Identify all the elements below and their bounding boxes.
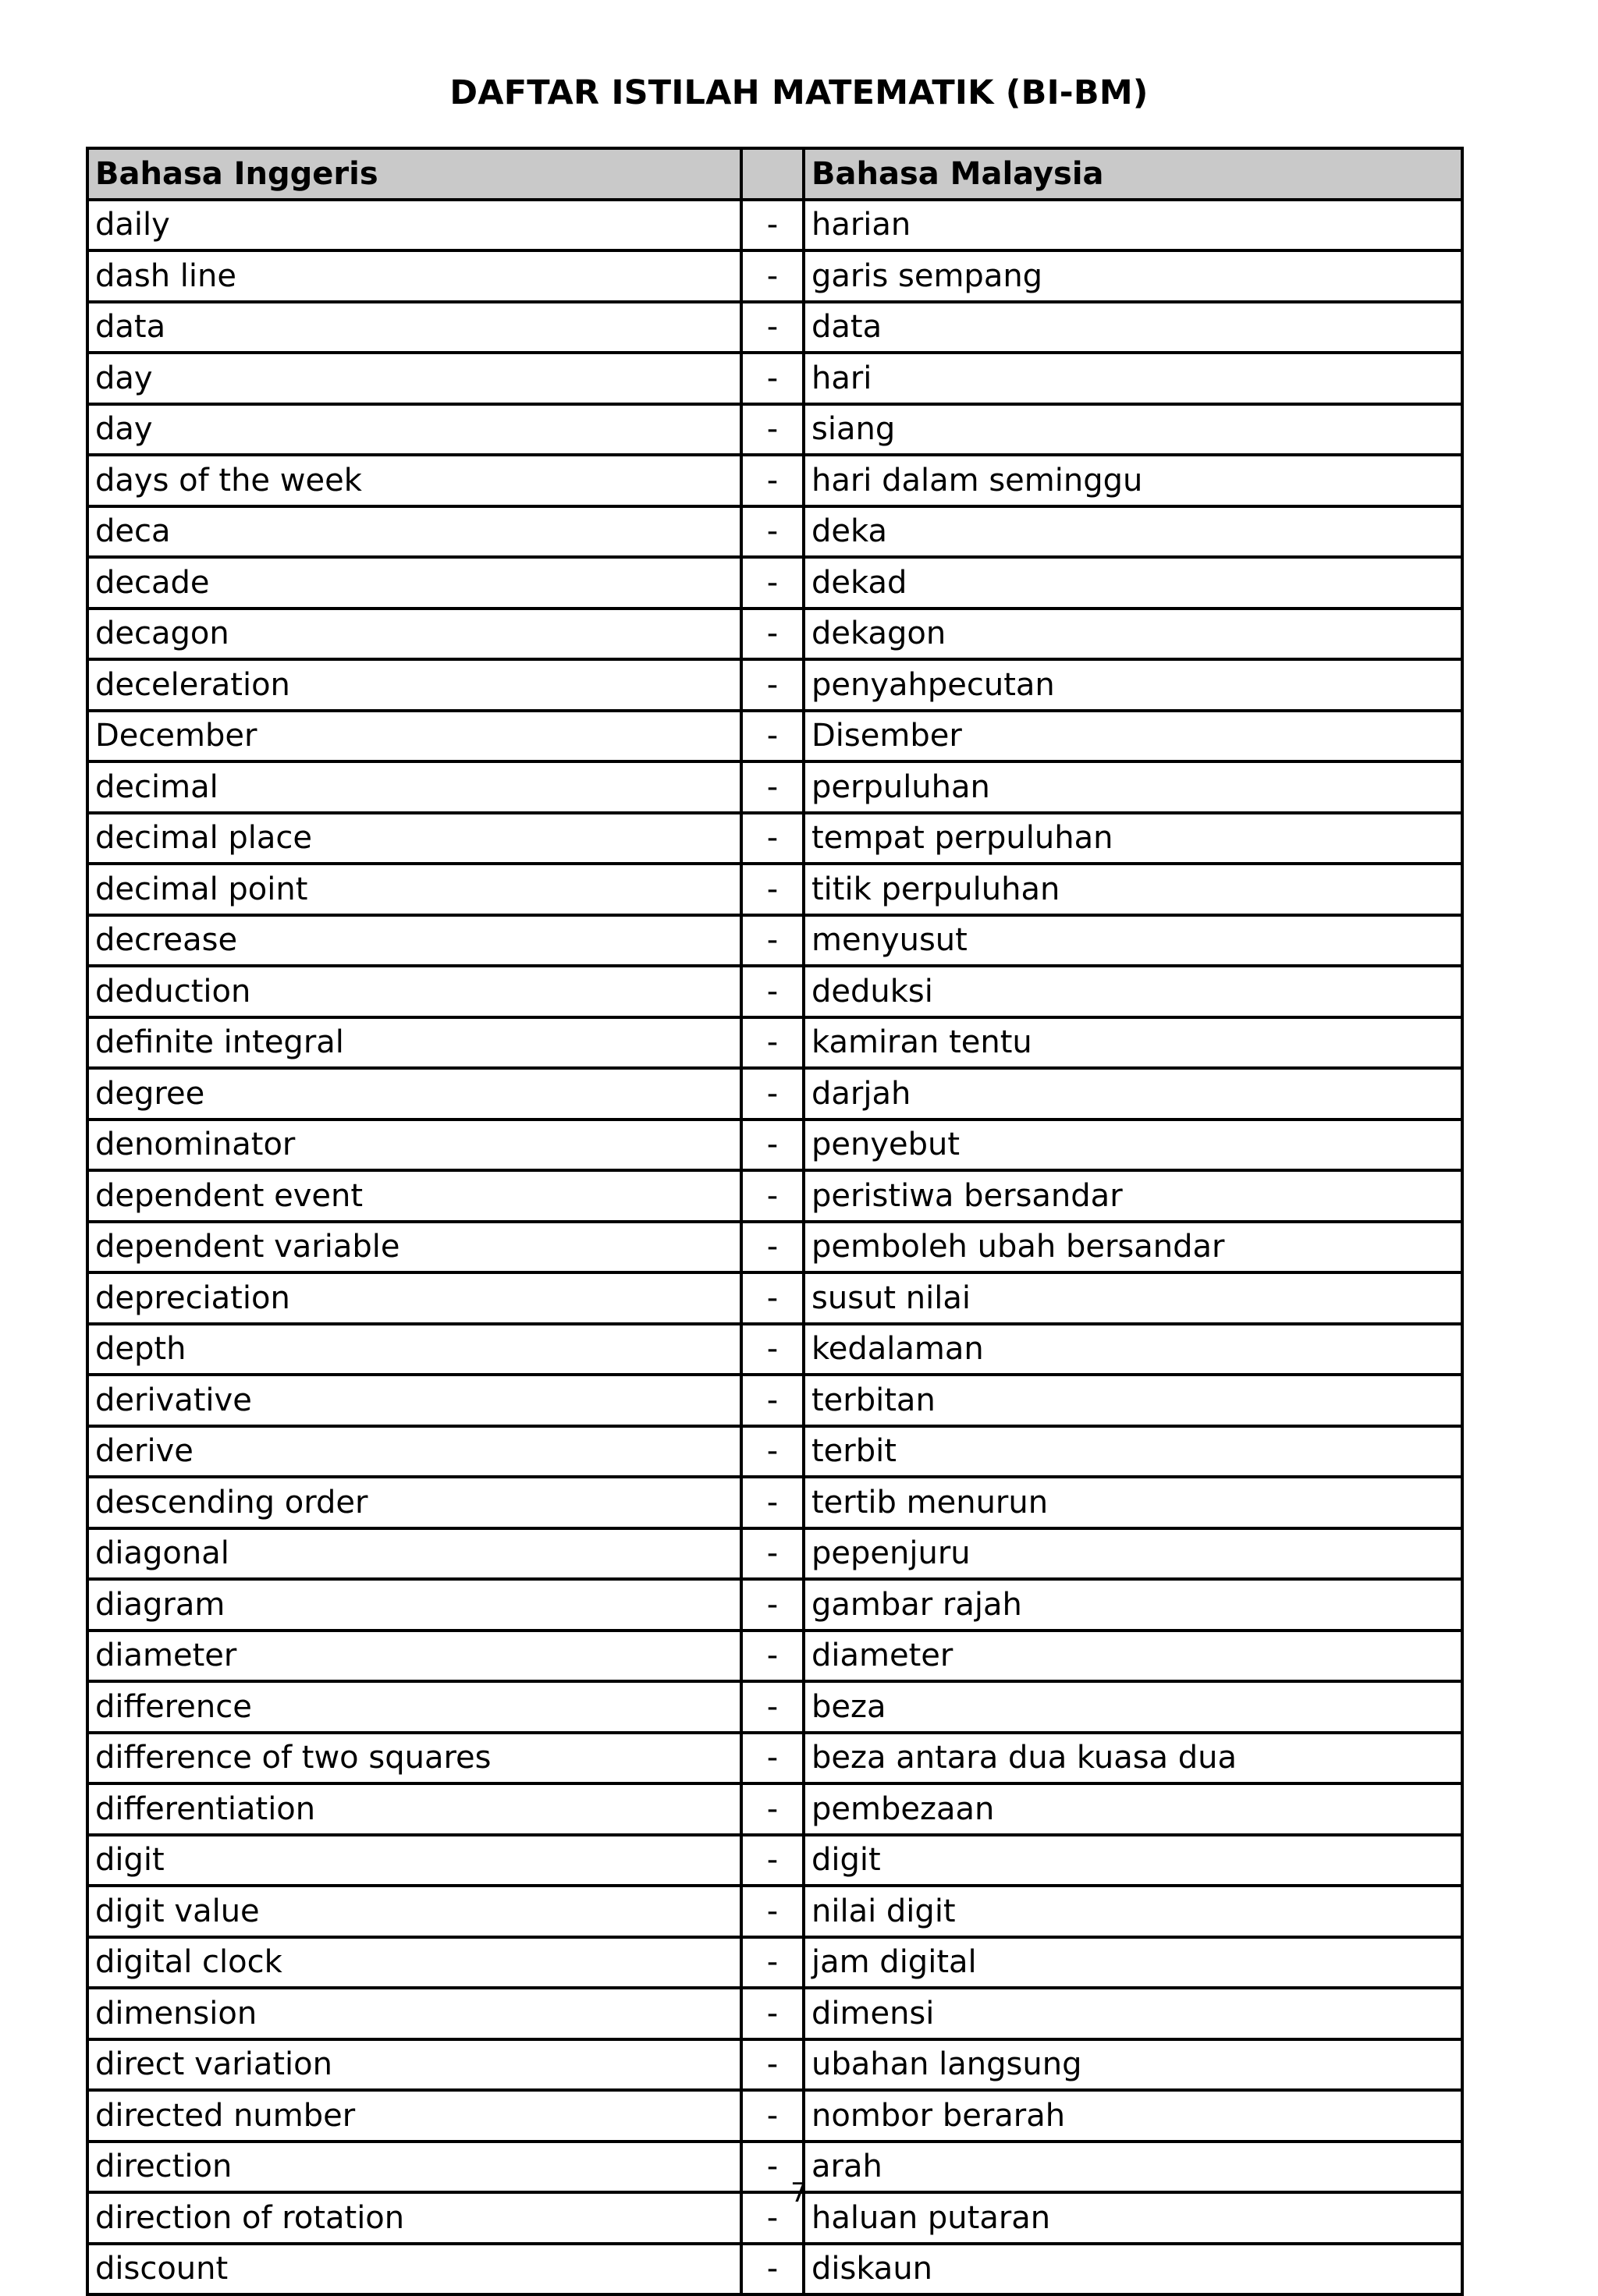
english-term: differentiation [87, 1783, 741, 1835]
malay-term: digit [804, 1835, 1462, 1886]
malay-term: diameter [804, 1631, 1462, 1682]
english-term: digital clock [87, 1937, 741, 1989]
table-row [87, 1272, 1462, 1324]
term-separator: - [741, 1579, 804, 1631]
english-term: decade [87, 557, 741, 609]
column-header-malay: Bahasa Malaysia [804, 148, 1462, 200]
term-separator: - [741, 1733, 804, 1784]
english-term: direction [87, 2142, 741, 2193]
term-separator: - [741, 711, 804, 762]
malay-term: menyusut [804, 915, 1462, 967]
table-row [87, 1120, 1462, 1171]
table-row [87, 1988, 1462, 2039]
english-term: difference of two squares [87, 1733, 741, 1784]
malay-term: jam digital [804, 1937, 1462, 1989]
table-row [87, 404, 1462, 456]
malay-term: terbitan [804, 1375, 1462, 1426]
english-term: derive [87, 1426, 741, 1478]
english-term: diagram [87, 1579, 741, 1631]
english-term: decagon [87, 609, 741, 660]
malay-term: diskaun [804, 2244, 1462, 2295]
term-separator: - [741, 1170, 804, 1222]
english-term: descending order [87, 1477, 741, 1528]
english-term: decimal [87, 761, 741, 813]
malay-term: arah [804, 2142, 1462, 2193]
english-term: dependent event [87, 1170, 741, 1222]
table-row [87, 1835, 1462, 1886]
term-separator: - [741, 1222, 804, 1273]
table-row [87, 609, 1462, 660]
english-term: days of the week [87, 455, 741, 506]
page-title: DAFTAR ISTILAH MATEMATIK (BI-BM) [449, 73, 1149, 112]
table-row [87, 1068, 1462, 1120]
english-term: derivative [87, 1375, 741, 1426]
malay-term: Disember [804, 711, 1462, 762]
english-term: decimal place [87, 813, 741, 864]
term-separator: - [741, 915, 804, 967]
malay-term: nombor berarah [804, 2090, 1462, 2142]
term-separator: - [741, 1681, 804, 1733]
term-separator: - [741, 659, 804, 711]
malay-term: ubahan langsung [804, 2039, 1462, 2091]
english-term: directed number [87, 2090, 741, 2142]
malay-term: titik perpuluhan [804, 864, 1462, 915]
english-term: dimension [87, 1988, 741, 2039]
table-row [87, 1017, 1462, 1069]
english-term: difference [87, 1681, 741, 1733]
english-term: day [87, 353, 741, 404]
table-row [87, 2244, 1462, 2295]
term-separator: - [741, 1835, 804, 1886]
malay-term: deka [804, 506, 1462, 558]
english-term: digit value [87, 1886, 741, 1937]
malay-term: beza antara dua kuasa dua [804, 1733, 1462, 1784]
english-term: diameter [87, 1631, 741, 1682]
malay-term: pembezaan [804, 1783, 1462, 1835]
english-term: decimal point [87, 864, 741, 915]
english-term: degree [87, 1068, 741, 1120]
english-term: definite integral [87, 1017, 741, 1069]
english-term: direction of rotation [87, 2192, 741, 2244]
malay-term: dekad [804, 557, 1462, 609]
term-separator: - [741, 609, 804, 660]
term-separator: - [741, 1120, 804, 1171]
malay-term: data [804, 302, 1462, 353]
malay-term: tempat perpuluhan [804, 813, 1462, 864]
term-separator: - [741, 353, 804, 404]
english-term: data [87, 302, 741, 353]
term-separator: - [741, 1988, 804, 2039]
term-separator: - [741, 864, 804, 915]
term-separator: - [741, 966, 804, 1017]
term-separator: - [741, 1426, 804, 1478]
table-row [87, 1375, 1462, 1426]
malay-term: hari dalam seminggu [804, 455, 1462, 506]
term-separator: - [741, 1272, 804, 1324]
term-separator: - [741, 1886, 804, 1937]
malay-term: penyebut [804, 1120, 1462, 1171]
term-separator: - [741, 506, 804, 558]
malay-term: tertib menurun [804, 1477, 1462, 1528]
english-term: diagonal [87, 1528, 741, 1580]
english-term: denominator [87, 1120, 741, 1171]
table-row [87, 1733, 1462, 1784]
glossary-body [87, 200, 1462, 2295]
english-term: dependent variable [87, 1222, 741, 1273]
glossary-table [86, 147, 1464, 2296]
table-row [87, 813, 1462, 864]
table-row [87, 353, 1462, 404]
table-row [87, 455, 1462, 506]
term-separator: - [741, 455, 804, 506]
malay-term: susut nilai [804, 1272, 1462, 1324]
term-separator: - [741, 1937, 804, 1989]
table-row [87, 1937, 1462, 1989]
table-row [87, 1324, 1462, 1375]
english-term: decrease [87, 915, 741, 967]
english-term: digit [87, 1835, 741, 1886]
english-term: deceleration [87, 659, 741, 711]
table-row [87, 557, 1462, 609]
table-row [87, 1426, 1462, 1478]
table-row [87, 711, 1462, 762]
table-row [87, 1783, 1462, 1835]
malay-term: hari [804, 353, 1462, 404]
table-row [87, 2090, 1462, 2142]
term-separator: - [741, 2142, 804, 2193]
term-separator: - [741, 302, 804, 353]
table-row [87, 2039, 1462, 2091]
table-row [87, 864, 1462, 915]
table-row [87, 1579, 1462, 1631]
term-separator: - [741, 2192, 804, 2244]
term-separator: - [741, 813, 804, 864]
malay-term: dimensi [804, 1988, 1462, 2039]
malay-term: pepenjuru [804, 1528, 1462, 1580]
malay-term: darjah [804, 1068, 1462, 1120]
english-term: day [87, 404, 741, 456]
column-header-english: Bahasa Inggeris [87, 148, 741, 200]
table-row [87, 659, 1462, 711]
term-separator: - [741, 1631, 804, 1682]
table-row [87, 1528, 1462, 1580]
table-row [87, 1222, 1462, 1273]
table-header-row [87, 148, 1462, 200]
english-term: direct variation [87, 2039, 741, 2091]
table-row [87, 506, 1462, 558]
malay-term: haluan putaran [804, 2192, 1462, 2244]
malay-term: gambar rajah [804, 1579, 1462, 1631]
term-separator: - [741, 1783, 804, 1835]
term-separator: - [741, 2244, 804, 2295]
english-term: discount [87, 2244, 741, 2295]
column-header-separator [741, 148, 804, 200]
english-term: deca [87, 506, 741, 558]
term-separator: - [741, 1324, 804, 1375]
malay-term: siang [804, 404, 1462, 456]
term-separator: - [741, 1528, 804, 1580]
table-row [87, 1477, 1462, 1528]
term-separator: - [741, 200, 804, 251]
malay-term: peristiwa bersandar [804, 1170, 1462, 1222]
term-separator: - [741, 1068, 804, 1120]
malay-term: perpuluhan [804, 761, 1462, 813]
table-row [87, 966, 1462, 1017]
term-separator: - [741, 2039, 804, 2091]
term-separator: - [741, 557, 804, 609]
table-row [87, 1886, 1462, 1937]
table-row [87, 1170, 1462, 1222]
table-row [87, 200, 1462, 251]
english-term: daily [87, 200, 741, 251]
table-row [87, 1681, 1462, 1733]
table-row [87, 302, 1462, 353]
malay-term: kamiran tentu [804, 1017, 1462, 1069]
term-separator: - [741, 1017, 804, 1069]
malay-term: kedalaman [804, 1324, 1462, 1375]
malay-term: deduksi [804, 966, 1462, 1017]
term-separator: - [741, 2090, 804, 2142]
term-separator: - [741, 404, 804, 456]
malay-term: harian [804, 200, 1462, 251]
english-term: depth [87, 1324, 741, 1375]
table-row [87, 761, 1462, 813]
english-term: dash line [87, 250, 741, 302]
malay-term: dekagon [804, 609, 1462, 660]
malay-term: garis sempang [804, 250, 1462, 302]
table-row [87, 250, 1462, 302]
term-separator: - [741, 1375, 804, 1426]
term-separator: - [741, 250, 804, 302]
malay-term: beza [804, 1681, 1462, 1733]
english-term: depreciation [87, 1272, 741, 1324]
table-row [87, 915, 1462, 967]
term-separator: - [741, 761, 804, 813]
malay-term: nilai digit [804, 1886, 1462, 1937]
malay-term: penyahpecutan [804, 659, 1462, 711]
page-number: 7 [790, 2177, 808, 2209]
malay-term: pemboleh ubah bersandar [804, 1222, 1462, 1273]
english-term: December [87, 711, 741, 762]
english-term: deduction [87, 966, 741, 1017]
term-separator: - [741, 1477, 804, 1528]
table-row [87, 1631, 1462, 1682]
malay-term: terbit [804, 1426, 1462, 1478]
